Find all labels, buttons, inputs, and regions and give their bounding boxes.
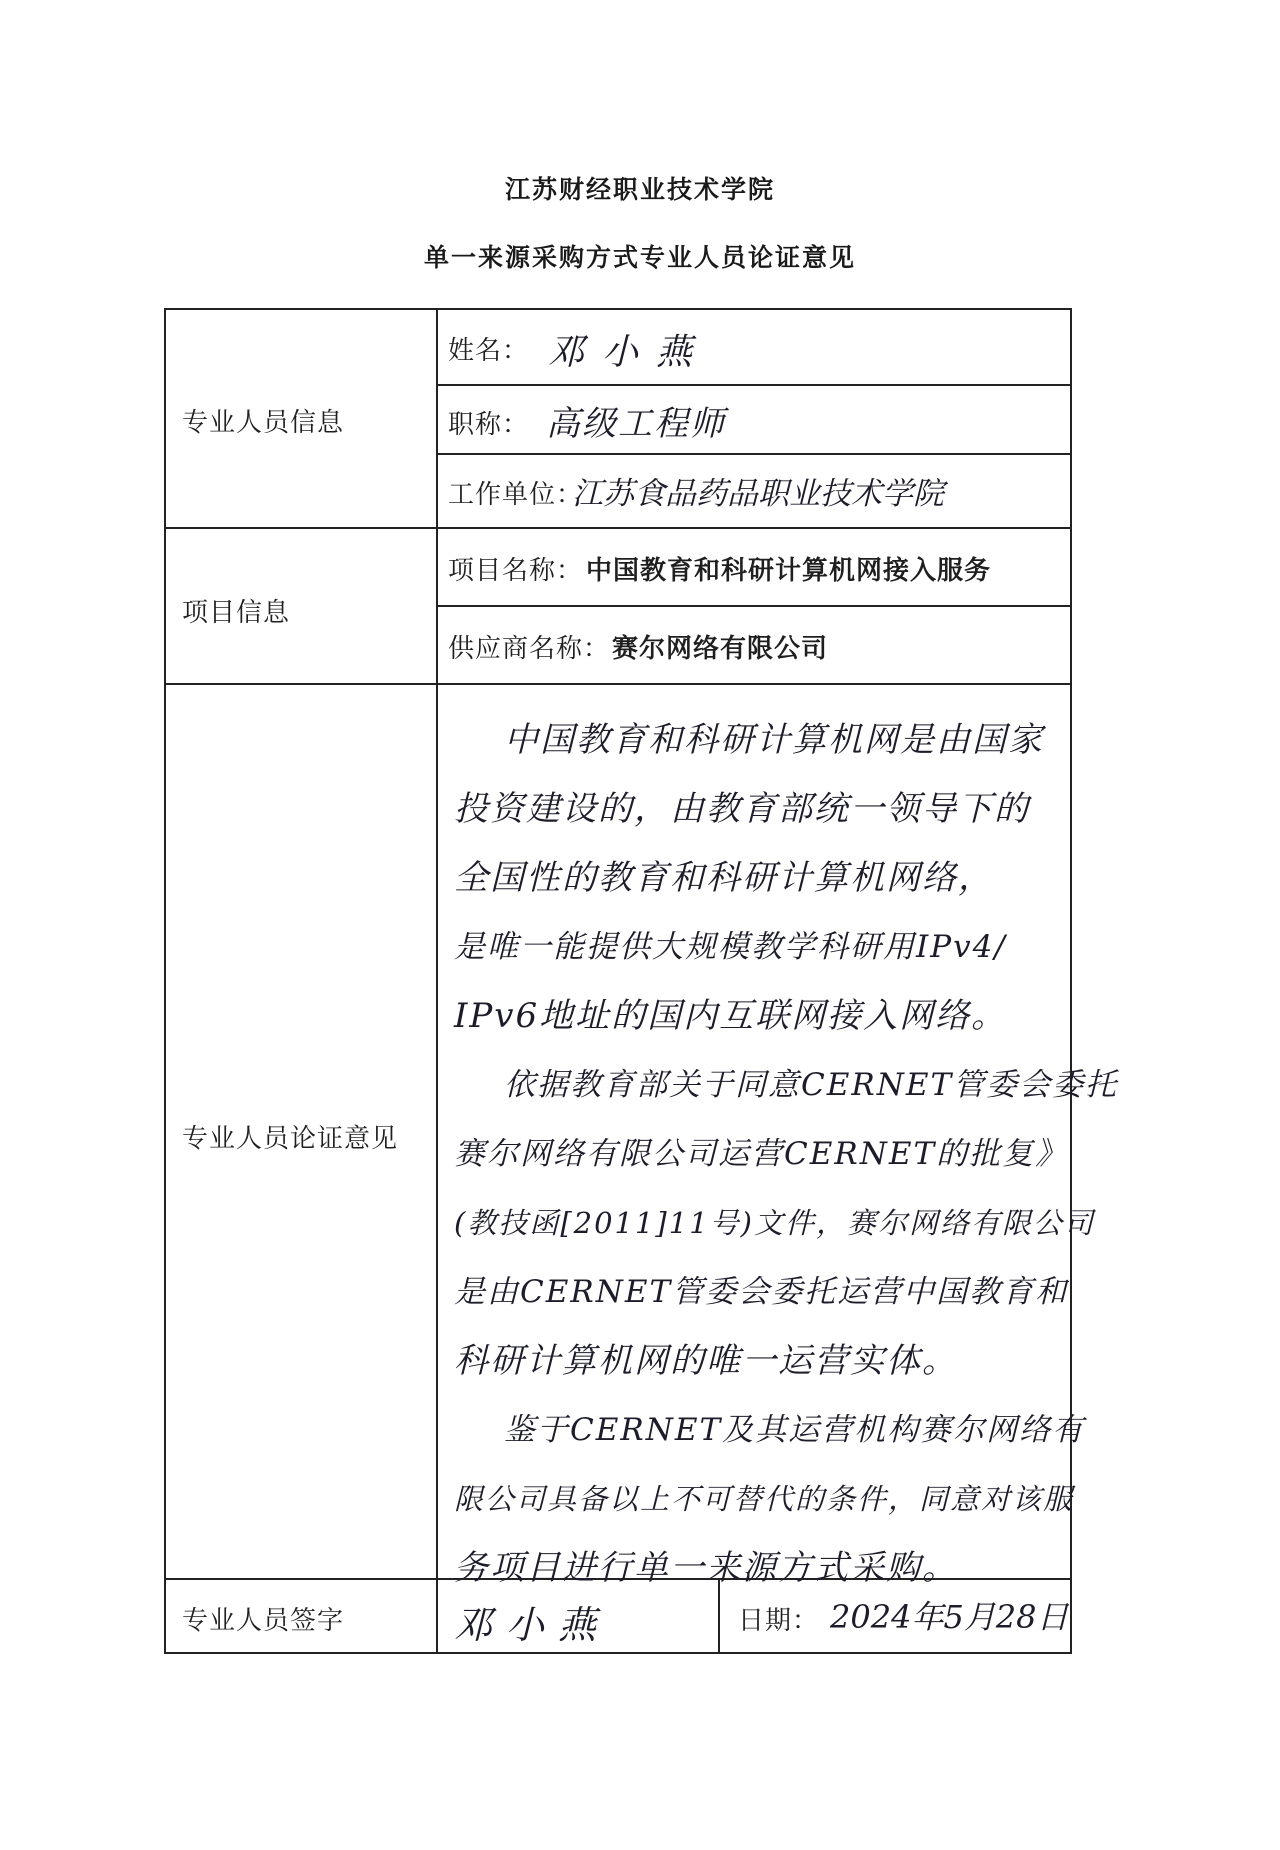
unit-value: 江苏食品药品职业技术学院: [572, 476, 944, 512]
project-section-label: 项目信息: [182, 598, 291, 628]
opinion-section-label: 专业人员论证意见: [182, 1124, 399, 1154]
column-divider: [436, 310, 438, 1654]
project-name-value: 中国教育和科研计算机网接入服务: [586, 556, 992, 586]
name-value: 邓小燕: [548, 332, 711, 373]
opinion-line: 全国性的教育和科研计算机网络，: [454, 858, 994, 898]
opinion-line: 是由CERNET管委会委托运营中国教育和: [454, 1274, 1069, 1310]
opinion-line: 鉴于CERNET及其运营机构赛尔网络有: [504, 1412, 1086, 1448]
personnel-section-label: 专业人员信息: [182, 408, 345, 438]
opinion-line: 科研计算机网的唯一运营实体。: [454, 1341, 958, 1381]
document-subtitle: 单一来源采购方式专业人员论证意见: [423, 243, 856, 272]
name-label: 姓名：: [448, 336, 530, 366]
title-value: 高级工程师: [546, 404, 726, 444]
row-divider: [436, 384, 1072, 386]
supplier-label: 供应商名称：: [448, 634, 611, 664]
opinion-form-table: [164, 308, 1119, 1654]
opinion-line: (教技函[2011]11号)文件，赛尔网络有限公司: [454, 1206, 1095, 1240]
signer-signature: 邓小燕: [454, 1603, 611, 1647]
document-title: 江苏财经职业技术学院: [504, 175, 775, 204]
opinion-body: [454, 706, 1118, 1603]
unit-label: 工作单位：: [448, 480, 584, 510]
signature-section-label: 专业人员签字: [182, 1606, 345, 1636]
project-name-label: 项目名称：: [448, 556, 584, 586]
row-divider: [436, 453, 1072, 455]
opinion-line: IPv6地址的国内互联网接入网络。: [454, 996, 1008, 1036]
opinion-line: 依据教育部关于同意CERNET管委会委托: [504, 1067, 1119, 1103]
opinion-line: 是唯一能提供大规模教学科研用IPv4/: [454, 929, 1007, 965]
row-divider: [166, 527, 1072, 529]
date-label: 日期：: [738, 1606, 820, 1636]
opinion-line: 中国教育和科研计算机网是由国家: [504, 720, 1044, 760]
opinion-line: 限公司具备以上不可替代的条件，同意对该服: [454, 1482, 1075, 1516]
opinion-line: 务项目进行单一来源方式采购。: [454, 1548, 958, 1588]
opinion-line: 赛尔网络有限公司运营CERNET的批复》: [454, 1136, 1069, 1172]
supplier-value: 赛尔网络有限公司: [612, 634, 829, 664]
date-value: 2024年5月28日: [830, 1598, 1069, 1636]
opinion-line: 投资建设的，由教育部统一领导下的: [454, 789, 1030, 829]
row-divider: [436, 605, 1072, 607]
row-divider: [166, 683, 1072, 685]
title-label: 职称：: [448, 410, 530, 440]
